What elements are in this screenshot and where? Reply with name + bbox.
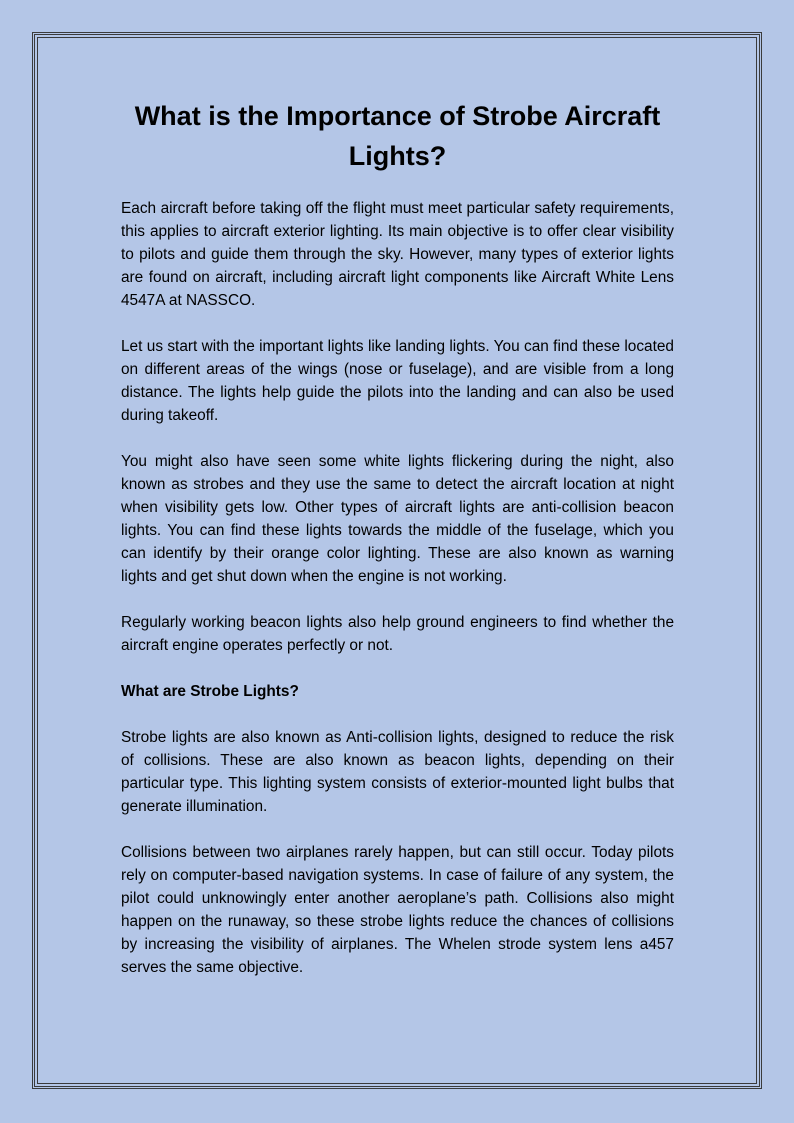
spacer <box>121 818 674 841</box>
spacer <box>121 176 674 197</box>
document-content <box>121 96 674 979</box>
spacer <box>121 703 674 726</box>
paragraph-section-1: Strobe lights are also known as Anti-collision lights, designed to reduce the risk of collisions. These are also known as beacon lights, depending on their particular type. This lighting system consists of exterior-mounted light bulbs that generate illumination. <box>121 729 674 815</box>
paragraph-intro-2: Let us start with the important lights like landing lights. You can find these located on different areas of the wings (nose or fuselage), and are visible from a long distance. The lights help guide the pilots into the landing and can also be used during takeoff. <box>121 338 674 424</box>
spacer <box>121 588 674 611</box>
section-heading: What are Strobe Lights? <box>121 683 299 700</box>
spacer <box>121 657 674 680</box>
spacer <box>121 427 674 450</box>
paragraph-section-2: Collisions between two airplanes rarely happen, but can still occur. Today pilots rely on computer-based navigation systems. In case of failure of any system, the pilot could unknowingly enter another aeroplane’s path. Collisions also might happen on the runaway, so these strobe lights reduce the chances of collisions by increasing the visibility of airplanes. The Whelen strode system lens a457 serves the same objective. <box>121 844 674 976</box>
paragraph-intro-1: Each aircraft before taking off the flight must meet particular safety requirements, this applies to aircraft exterior lighting. Its main objective is to offer clear visibility to pilots and guide them through the sky. However, many types of exterior lights are found on aircraft, including aircraft light components like Aircraft White Lens 4547A at NASSCO. <box>121 200 674 309</box>
spacer <box>121 312 674 335</box>
paragraph-intro-3: You might also have seen some white lights flickering during the night, also known as strobes and they use the same to detect the aircraft location at night when visibility gets low. Other types of aircraft lights are anti-collision beacon lights. You can find these lights towards the middle of the fuselage, which you can identify by their orange color lighting. These are also known as warning lights and get shut down when the engine is not working. <box>121 453 674 585</box>
document-title: What is the Importance of Strobe Aircraft Lights? <box>134 101 661 171</box>
paragraph-intro-4: Regularly working beacon lights also help ground engineers to find whether the aircraft engine operates perfectly or not. <box>121 614 674 654</box>
